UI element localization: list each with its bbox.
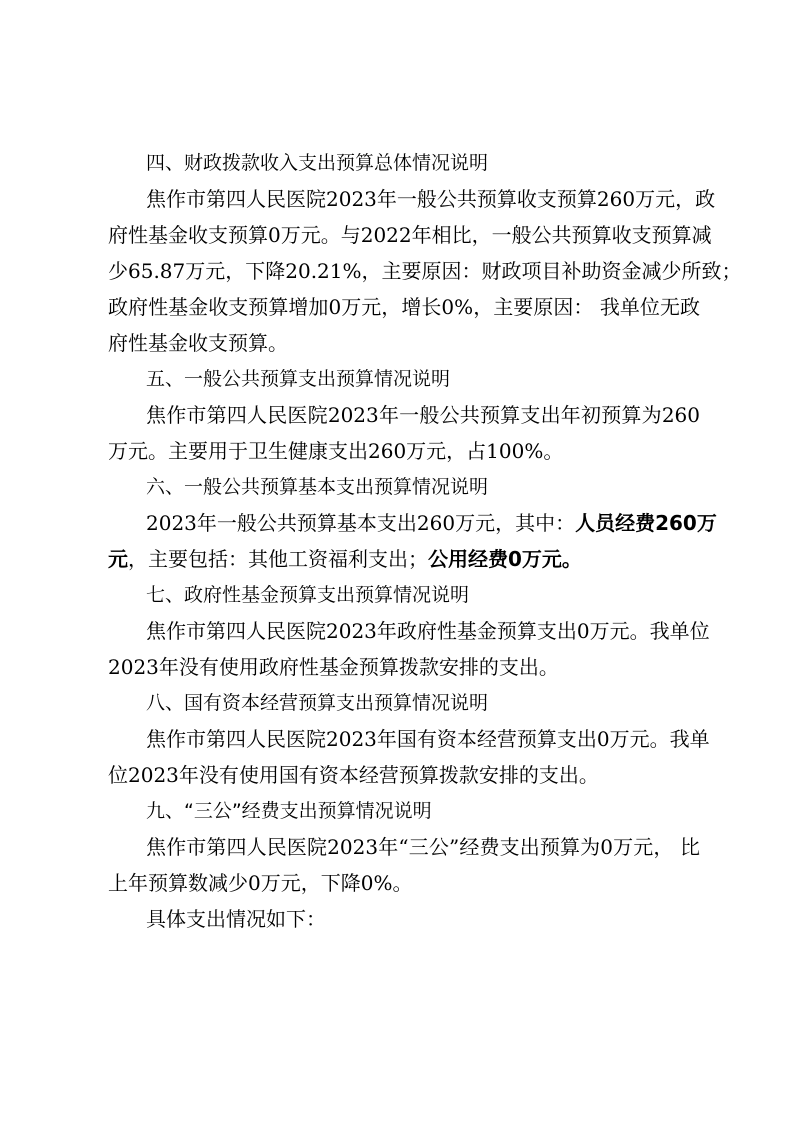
closing-line: 具体支出情况如下： [146,907,326,931]
section-heading-8: 八、国有资本经营预算支出预算情况说明 [146,692,489,714]
paragraph-line: 位2023年没有使用国有资本经营预算拨款安排的支出。 [108,763,599,787]
section-paragraph-8 [108,721,710,793]
paragraph-line: 上年预算数减少0万元，下降0%。 [108,871,413,895]
public-expense-text: 公用经费0万元。 [428,547,582,571]
section-heading-6: 六、一般公共预算基本支出预算情况说明 [146,476,489,498]
paragraph-text: ，主要包括：其他工资福利支出； [128,547,428,571]
personnel-expense-unit: 元 [108,547,128,571]
paragraph-line: 府性基金收支预算。 [108,331,288,355]
paragraph-line: 焦作市第四人民医院2023年国有资本经营预算支出0万元。我单 [146,727,710,751]
paragraph-line: 2023年没有使用政府性基金预算拨款安排的支出。 [108,655,559,679]
personnel-expense-text: 人员经费260万 [575,511,717,535]
paragraph-text: 2023年一般公共预算基本支出260万元，其中： [146,511,576,535]
section-heading-4: 四、财政拨款收入支出预算总体情况说明 [146,152,489,174]
paragraph-line: 焦作市第四人民医院2023年一般公共预算收支预算260万元，政 [146,187,716,211]
paragraph-line: 焦作市第四人民医院2023年一般公共预算支出年初预算为260 [146,403,700,427]
paragraph-line: 政府性基金收支预算增加0万元，增长0%，主要原因： 我单位无政 [108,295,700,319]
section-paragraph-7 [108,613,710,685]
paragraph-line [108,505,717,541]
paragraph-line: 少65.87万元，下降20.21%，主要原因：财政项目补助资金减少所致； [108,259,742,283]
section-paragraph-6 [108,505,717,577]
document-body [108,145,742,937]
section-paragraph-9 [108,829,700,901]
section-heading-9: 九、“三公”经费支出预算情况说明 [146,800,432,822]
section-paragraph-4 [108,181,742,361]
paragraph-line [108,541,700,577]
section-heading-7: 七、政府性基金预算支出预算情况说明 [146,584,470,606]
paragraph-line: 府性基金收支预算0万元。与2022年相比，一般公共预算收支预算减 [108,223,712,247]
paragraph-line: 万元。主要用于卫生健康支出260万元，占100%。 [108,439,564,463]
section-paragraph-5 [108,397,700,469]
paragraph-line: 焦作市第四人民医院2023年政府性基金预算支出0万元。我单位 [146,619,710,643]
paragraph-line: 焦作市第四人民医院2023年“三公”经费支出预算为0万元， 比 [146,835,700,859]
section-heading-5: 五、一般公共预算支出预算情况说明 [146,368,451,390]
